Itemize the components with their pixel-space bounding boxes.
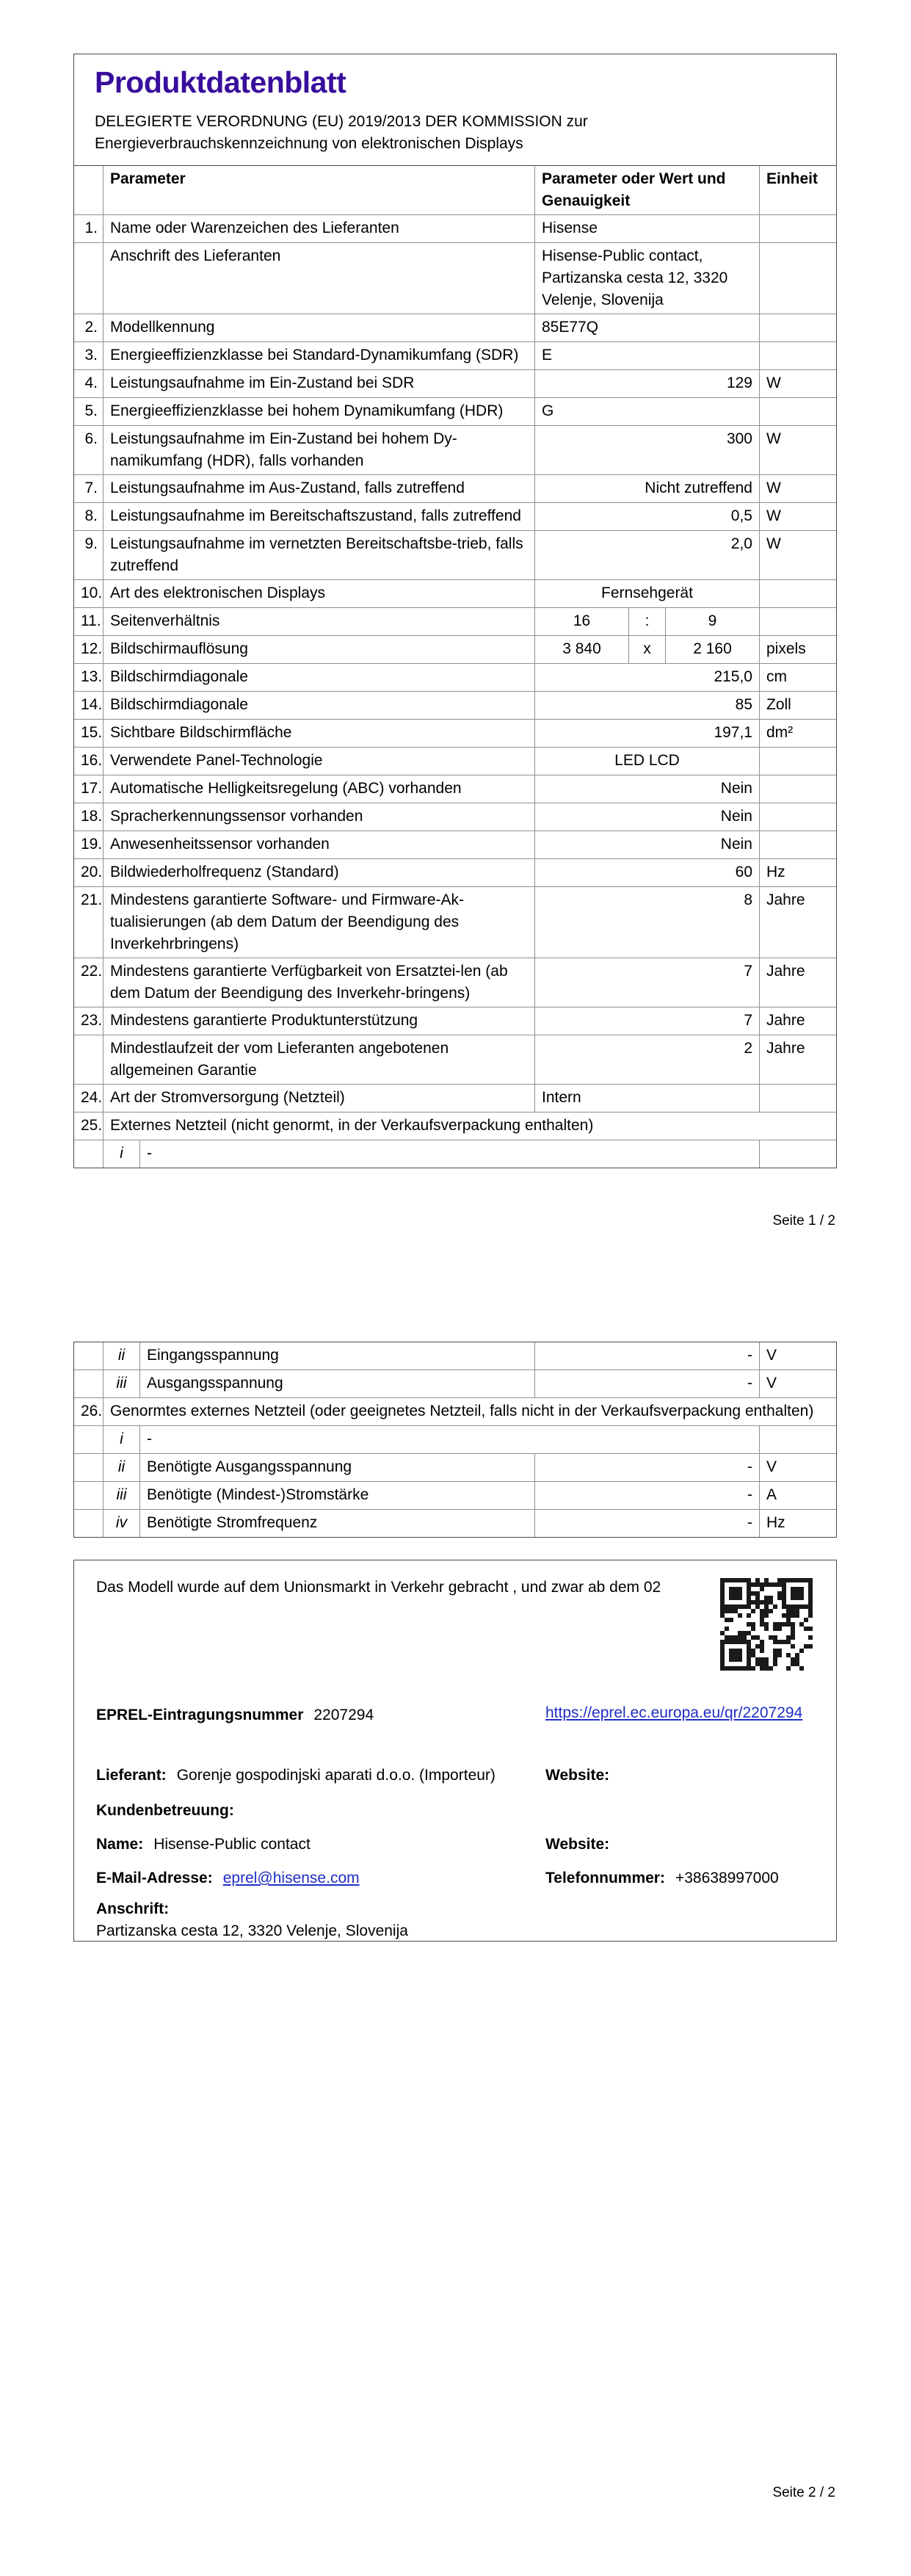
row-number <box>74 1035 104 1084</box>
regulation-subtitle-line1: DELEGIERTE VERORDNUNG (EU) 2019/2013 DER KOMMISSION zur <box>95 113 588 131</box>
title-block <box>73 54 837 165</box>
parameter-unit <box>760 1085 836 1112</box>
parameter-unit <box>760 775 836 803</box>
parameter-label: Art des elektronischen Displays <box>104 580 535 607</box>
row-number: 21. <box>74 887 104 958</box>
row-number: 3. <box>74 342 104 369</box>
parameter-label: Bildwiederholfrequenz (Standard) <box>104 859 535 886</box>
table-row <box>74 1398 836 1426</box>
ratio-separator: x <box>629 636 666 663</box>
contact-name-label: Name: <box>96 1836 144 1853</box>
parameter-label: Sichtbare Bildschirmfläche <box>104 720 535 747</box>
table-row <box>74 1510 836 1537</box>
table-row <box>74 342 836 370</box>
parameter-label: Ausgangsspannung <box>140 1370 535 1397</box>
parameter-value: Nicht zutreffend <box>535 475 760 502</box>
address-label-text: Anschrift: <box>96 1900 170 1917</box>
parameter-value: Nein <box>535 803 760 831</box>
row-number: 7. <box>74 475 104 502</box>
parameter-label: Leistungsaufnahme im Ein-Zustand bei hohem Dy-namikumfang (HDR), falls vorhanden <box>104 426 535 474</box>
parameter-unit: W <box>766 535 781 553</box>
parameter-label-span: Externes Netzteil (nicht genormt, in der Verkaufsverpackung enthalten) <box>110 1117 594 1135</box>
parameter-value: 300 <box>535 426 760 474</box>
supplier-line <box>96 1765 496 1787</box>
row-number <box>74 1342 104 1370</box>
table-row <box>74 692 836 720</box>
product-table-page1 <box>73 165 837 1168</box>
parameter-value: Hisense <box>535 215 760 242</box>
parameter-label: Mindestens garantierte Verfügbarkeit von Ersatztei-len (ab dem Datum der Beendigung des Inverkehr-bringens) <box>104 958 535 1007</box>
parameter-unit <box>760 803 836 831</box>
contact-name-value: Hisense-Public contact <box>153 1836 311 1853</box>
column-header-value: Parameter oder Wert und Genauigkeit <box>535 166 760 214</box>
parameter-value: 7 <box>535 1007 760 1035</box>
ratio-value-2: 9 <box>666 608 760 635</box>
row-number: 22. <box>74 958 104 1007</box>
eprel-link[interactable]: https://eprel.ec.europa.eu/qr/2207294 <box>545 1704 803 1721</box>
parameter-unit: Zoll <box>766 696 791 714</box>
column-header-parameter: Parameter <box>104 166 535 214</box>
parameter-label: Benötigte Stromfrequenz <box>140 1510 535 1537</box>
parameter-value: 7 <box>535 958 760 1007</box>
parameter-label: Seitenverhältnis <box>104 608 535 635</box>
table-row <box>74 664 836 692</box>
parameter-unit: cm <box>766 668 787 686</box>
page1-sheet <box>73 54 837 1168</box>
parameter-value: 215,0 <box>535 664 760 691</box>
table-row <box>74 475 836 503</box>
row-number <box>74 1510 104 1537</box>
table-row <box>74 958 836 1007</box>
row-number: 16. <box>74 748 104 775</box>
row-number <box>74 1140 104 1168</box>
table-row <box>74 426 836 475</box>
row-number: 10. <box>74 580 104 607</box>
row-number <box>74 1482 104 1509</box>
parameter-unit <box>760 342 836 369</box>
sub-row-numeral: ii <box>104 1454 140 1481</box>
parameter-unit <box>760 1426 836 1453</box>
table-row <box>74 1454 836 1482</box>
parameter-unit: A <box>766 1486 777 1503</box>
table-row <box>74 243 836 314</box>
parameter-unit: W <box>766 480 781 497</box>
eprel-number-label: EPREL-Eintragungsnummer <box>96 1707 304 1723</box>
table-row <box>74 1482 836 1510</box>
parameter-unit: Hz <box>766 864 785 881</box>
qr-code-icon <box>717 1575 816 1674</box>
parameter-unit: Jahre <box>766 963 805 980</box>
supplier-value: Gorenje gospodinjski aparati d.o.o. (Importeur) <box>176 1767 496 1784</box>
customer-care-label-text: Kundenbetreuung: <box>96 1802 234 1819</box>
sub-row-numeral: i <box>104 1426 140 1453</box>
row-number: 4. <box>74 370 104 397</box>
parameter-value: - <box>535 1370 760 1397</box>
table-row <box>74 748 836 775</box>
email-label: E-Mail-Adresse: <box>96 1870 213 1886</box>
parameter-unit: Jahre <box>766 1040 805 1057</box>
page2-sheet <box>73 1342 837 1538</box>
header-cell-number <box>74 166 104 214</box>
parameter-label: Spracherkennungssensor vorhanden <box>104 803 535 831</box>
parameter-value: 60 <box>535 859 760 886</box>
parameter-unit <box>760 398 836 425</box>
sub-row-numeral: i <box>104 1140 140 1168</box>
parameter-label: Mindestens garantierte Produktunterstützung <box>104 1007 535 1035</box>
website1-label <box>545 1765 620 1787</box>
parameter-label: Benötigte (Mindest-)Stromstärke <box>140 1482 535 1509</box>
parameter-label: Automatische Helligkeitsregelung (ABC) vorhanden <box>104 775 535 803</box>
parameter-value: - <box>535 1510 760 1537</box>
parameter-label: Leistungsaufnahme im Aus-Zustand, falls zutreffend <box>104 475 535 502</box>
row-number: 12. <box>74 636 104 663</box>
parameter-value: - <box>535 1454 760 1481</box>
parameter-unit: W <box>766 430 781 448</box>
row-number: 2. <box>74 314 104 341</box>
parameter-unit: pixels <box>766 640 806 658</box>
address-value: Partizanska cesta 12, 3320 Velenje, Slovenija <box>96 1922 408 1939</box>
table-row <box>74 370 836 398</box>
row-number: 25. <box>74 1112 104 1140</box>
parameter-value: 2 <box>535 1035 760 1084</box>
eprel-number-line <box>96 1704 374 1726</box>
table-row <box>74 887 836 958</box>
parameter-label: Energieeffizienzklasse bei hohem Dynamikumfang (HDR) <box>104 398 535 425</box>
sub-row-numeral: iv <box>104 1510 140 1537</box>
row-number: 13. <box>74 664 104 691</box>
model-info-box <box>73 1560 837 1942</box>
phone-label: Telefonnummer: <box>545 1870 665 1886</box>
email-line <box>96 1867 360 1889</box>
parameter-value: 85E77Q <box>535 314 760 341</box>
table-row <box>74 831 836 859</box>
row-number: 9. <box>74 531 104 579</box>
row-number <box>74 243 104 314</box>
parameter-label: Name oder Warenzeichen des Lieferanten <box>104 215 535 242</box>
parameter-value: 2,0 <box>535 531 760 579</box>
parameter-label-span: Genormtes externes Netzteil (oder geeignetes Netzteil, falls nicht in der Verkaufsverpackung enthalten) <box>110 1403 814 1419</box>
page2-footer: Seite 2 / 2 <box>772 2485 835 2500</box>
parameter-unit: V <box>766 1375 777 1392</box>
parameter-unit <box>760 314 836 341</box>
row-number <box>74 1370 104 1397</box>
table-row <box>74 580 836 608</box>
row-number: 5. <box>74 398 104 425</box>
parameter-value: 197,1 <box>535 720 760 747</box>
table-row <box>74 859 836 887</box>
row-number: 19. <box>74 831 104 858</box>
row-number: 20. <box>74 859 104 886</box>
table-row <box>74 1342 836 1370</box>
row-number: 1. <box>74 215 104 242</box>
parameter-label: Benötigte Ausgangsspannung <box>140 1454 535 1481</box>
table-row <box>74 1426 836 1454</box>
parameter-unit: W <box>766 507 781 525</box>
sub-row-numeral: ii <box>104 1342 140 1370</box>
sub-row-numeral: iii <box>104 1370 140 1397</box>
parameter-label: Bildschirmdiagonale <box>104 692 535 719</box>
table-row <box>74 314 836 342</box>
parameter-value: - <box>535 1482 760 1509</box>
table-row <box>74 215 836 243</box>
row-number: 14. <box>74 692 104 719</box>
parameter-value: 85 <box>535 692 760 719</box>
parameter-value-span: - <box>140 1426 760 1453</box>
parameter-label: Bildschirmauflösung <box>104 636 535 663</box>
parameter-value: 129 <box>535 370 760 397</box>
parameter-unit <box>760 1140 836 1168</box>
parameter-unit <box>760 580 836 607</box>
parameter-value: Nein <box>535 775 760 803</box>
parameter-unit: V <box>766 1347 777 1364</box>
parameter-value: Hisense-Public contact, Partizanska cesta 12, 3320 Velenje, Slovenija <box>535 243 760 314</box>
customer-care-label <box>96 1800 244 1822</box>
row-number <box>74 1454 104 1481</box>
parameter-label: Anwesenheitssensor vorhanden <box>104 831 535 858</box>
phone-line <box>545 1867 779 1889</box>
row-number: 23. <box>74 1007 104 1035</box>
table-row <box>74 531 836 580</box>
parameter-value: 8 <box>535 887 760 958</box>
parameter-unit: W <box>766 375 781 392</box>
ratio-separator: : <box>629 608 666 635</box>
parameter-unit <box>760 831 836 858</box>
table-row <box>74 1140 836 1168</box>
parameter-label: Leistungsaufnahme im Bereitschaftszustand, falls zutreffend <box>104 503 535 530</box>
parameter-label: Leistungsaufnahme im vernetzten Bereitschaftsbe-trieb, falls zutreffend <box>104 531 535 579</box>
parameter-unit <box>760 215 836 242</box>
eprel-number-value: 2207294 <box>313 1707 374 1723</box>
parameter-value: Intern <box>535 1085 760 1112</box>
page1-footer: Seite 1 / 2 <box>772 1213 835 1229</box>
table-row <box>74 1370 836 1398</box>
table-row <box>74 803 836 831</box>
row-number: 18. <box>74 803 104 831</box>
document-title: Produktdatenblatt <box>95 65 346 99</box>
regulation-subtitle-line2: Energieverbrauchskennzeichnung von elektronischen Displays <box>95 135 523 153</box>
website1-label-text: Website: <box>545 1767 610 1784</box>
table-row <box>74 636 836 664</box>
table-row <box>74 166 836 215</box>
parameter-value: Nein <box>535 831 760 858</box>
market-intro-text: Das Modell wurde auf dem Unionsmarkt in Verkehr gebracht , und zwar ab dem 02 <box>96 1579 661 1596</box>
parameter-label: Eingangsspannung <box>140 1342 535 1370</box>
parameter-value: G <box>535 398 760 425</box>
row-number: 8. <box>74 503 104 530</box>
parameter-label: Leistungsaufnahme im Ein-Zustand bei SDR <box>104 370 535 397</box>
table-row <box>74 398 836 426</box>
website2-label <box>545 1834 620 1856</box>
parameter-label: Verwendete Panel-Technologie <box>104 748 535 775</box>
parameter-unit <box>760 608 836 635</box>
email-link[interactable]: eprel@hisense.com <box>222 1870 360 1886</box>
table-row <box>74 1112 836 1140</box>
ratio-value-1: 3 840 <box>535 636 629 663</box>
parameter-unit: Jahre <box>766 891 805 909</box>
parameter-label: Art der Stromversorgung (Netzteil) <box>104 1085 535 1112</box>
parameter-unit <box>760 243 836 314</box>
parameter-unit: Hz <box>766 1514 785 1531</box>
parameter-label: Modellkennung <box>104 314 535 341</box>
parameter-value: - <box>535 1342 760 1370</box>
row-number: 11. <box>74 608 104 635</box>
website2-label-text: Website: <box>545 1836 610 1853</box>
parameter-label: Energieeffizienzklasse bei Standard-Dynamikumfang (SDR) <box>104 342 535 369</box>
parameter-label: Mindestlaufzeit der vom Lieferanten angebotenen allgemeinen Garantie <box>104 1035 535 1084</box>
row-number: 6. <box>74 426 104 474</box>
column-header-unit: Einheit <box>766 170 819 188</box>
table-row <box>74 775 836 803</box>
parameter-label: Mindestens garantierte Software- und Firmware-Ak-tualisierungen (ab dem Datum der Beendigung des Inverkehrbringens) <box>104 887 535 958</box>
row-number <box>74 1426 104 1453</box>
parameter-unit: V <box>766 1458 777 1475</box>
parameter-value: LED LCD <box>535 748 760 775</box>
ratio-value-2: 2 160 <box>666 636 760 663</box>
parameter-unit <box>760 748 836 775</box>
table-row <box>74 608 836 636</box>
parameter-value: 0,5 <box>535 503 760 530</box>
row-number: 17. <box>74 775 104 803</box>
table-row <box>74 1007 836 1035</box>
parameter-value: E <box>535 342 760 369</box>
product-table-page2 <box>73 1342 837 1538</box>
contact-name-line <box>96 1834 311 1856</box>
parameter-value: Fernsehgerät <box>535 580 760 607</box>
parameter-unit: Jahre <box>766 1012 805 1030</box>
row-number: 15. <box>74 720 104 747</box>
parameter-value-span: - <box>140 1140 760 1168</box>
parameter-label: Bildschirmdiagonale <box>104 664 535 691</box>
row-number: 24. <box>74 1085 104 1112</box>
sub-row-numeral: iii <box>104 1482 140 1509</box>
parameter-label: Anschrift des Lieferanten <box>104 243 535 314</box>
parameter-unit: dm² <box>766 724 794 742</box>
ratio-value-1: 16 <box>535 608 629 635</box>
row-number: 26. <box>74 1398 104 1425</box>
table-row <box>74 503 836 531</box>
phone-value: +38638997000 <box>675 1870 779 1886</box>
supplier-label: Lieferant: <box>96 1767 167 1784</box>
table-row <box>74 1035 836 1085</box>
table-row <box>74 720 836 748</box>
table-row <box>74 1085 836 1112</box>
address-label <box>96 1898 179 1920</box>
